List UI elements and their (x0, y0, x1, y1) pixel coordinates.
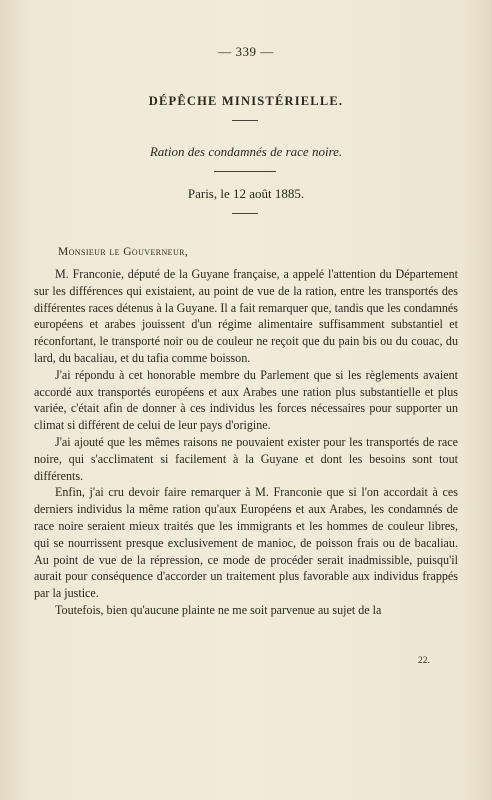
paragraph: J'ai ajouté que les mêmes raisons ne pouvaient exister pour les transportés de race noire, qui s'acclimatent si facilement à la Guyane et dont les besoins sont tout différents. (34, 434, 458, 483)
page-number: — 339 — (218, 44, 274, 59)
paragraph: J'ai répondu à cet honorable membre du Parlement que si les règlements avaient accordé aux transportés européens et aux Arabes une ration plus substantielle et plus variée, c'était afin de donner à ces individus les forces nécessaires pour supporter un climat si différent de celui de leur pays d'origine. (34, 367, 458, 433)
subtitle-rule (214, 171, 276, 172)
salutation: Monsieur le Gouverneur, (58, 246, 189, 258)
paragraph: Toutefois, bien qu'aucune plainte ne me soit parvenue au sujet de la (55, 602, 382, 617)
document-title: DÉPÊCHE MINISTÉRIELLE. (148, 94, 344, 108)
letter-body (34, 266, 458, 619)
dateline: Paris, le 12 août 1885. (187, 186, 305, 201)
signature-mark: 22. (418, 656, 430, 666)
paragraph: Enfin, j'ai cru devoir faire remarquer à M. Franconie que si l'on accordait à ces derniers individus la même ration qu'aux Européens et aux Arabes, les condamnés de race noire seraient mieux traités que les immigrants et les hommes de couleur libres, qui se nourrissent presque exclusivement de manioc, de poisson frais ou de bacaliau. Au point de vue de la répression, ce mode de procéder serait inadmissible, puisqu'il aurait pour conséquence d'accorder un traitement plus favorable aux individus frappés par la justice. (34, 485, 458, 601)
paragraph: M. Franconie, député de la Guyane française, a appelé l'attention du Département sur les différences qui existaient, au point de vue de la ration, entre les transportés des différentes races détenus à la Guyane. Il a fait remarquer que, tandis que les condamnés européens et arabes jouissent d'un régime alimentaire suffisamment substantiel et réconfortant, le transporté noir ou de couleur ne reçoit que du pain bis ou du couac, du lard, du bacaliau, et du tafia comme boisson. (34, 267, 458, 365)
title-rule (232, 120, 258, 121)
dateline-rule (232, 213, 258, 214)
document-subtitle: Ration des condamnés de race noire. (149, 144, 343, 159)
